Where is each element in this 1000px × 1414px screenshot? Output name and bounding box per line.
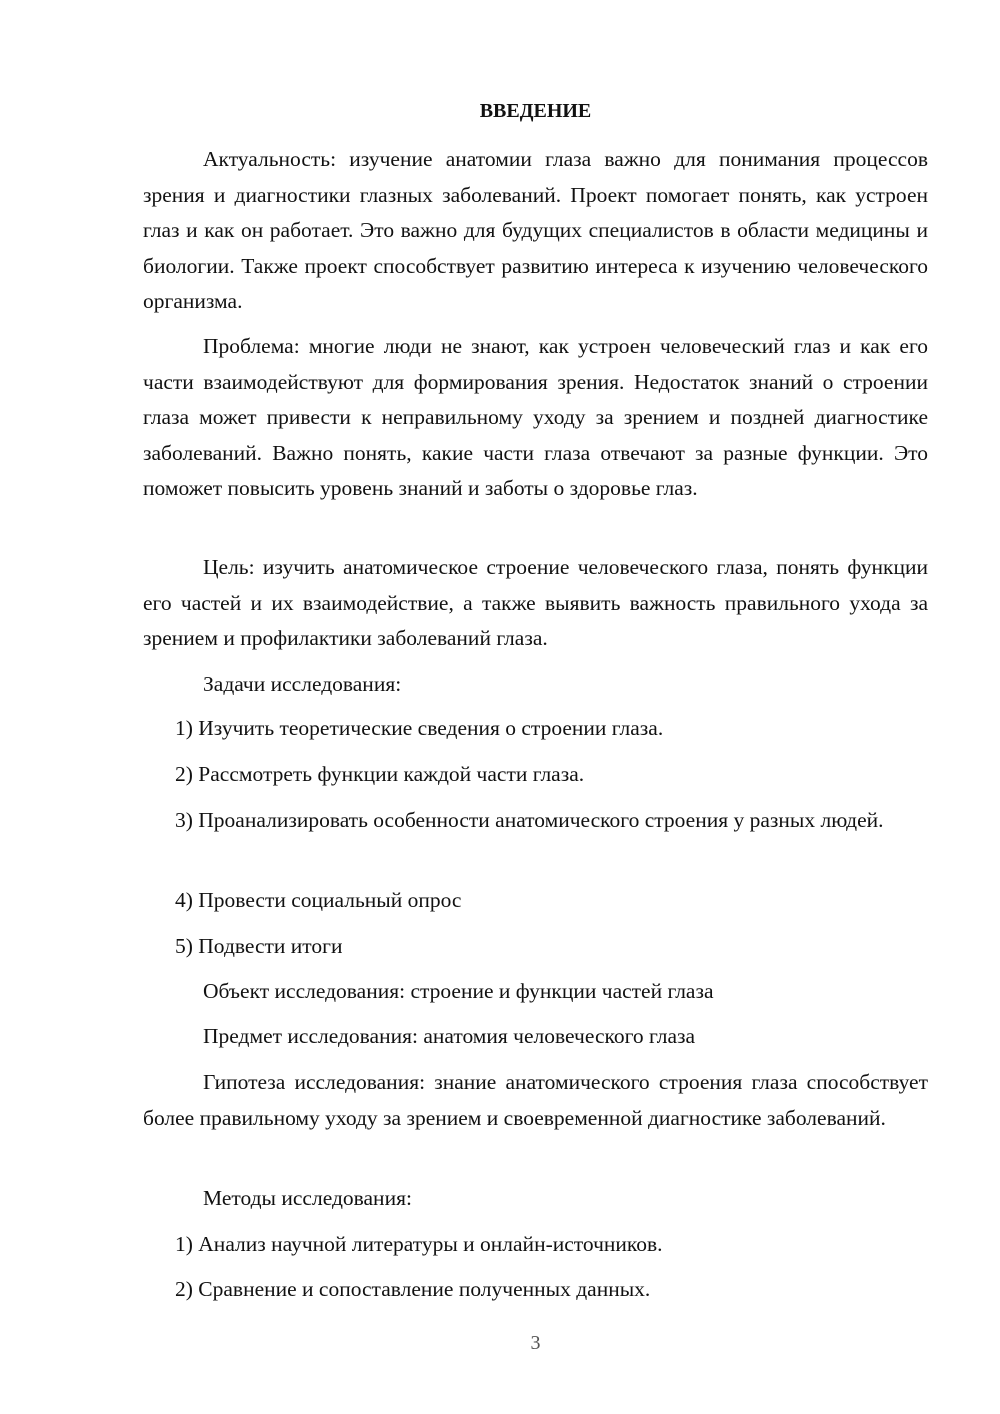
task-item: 1) Изучить теоретические сведения о строении глаза.	[175, 716, 664, 740]
document-page	[143, 0, 928, 1414]
paragraph-goal: Цель: изучить анатомическое строение человеческого глаза, понять функции его частей и их взаимодействие, а также выявить важность правильного ухода за зрением и профилактики заболеваний глаза.	[143, 555, 928, 650]
task-item: 2) Рассмотреть функции каждой части глаза.	[175, 762, 585, 786]
paragraph-hypothesis: Гипотеза исследования: знание анатомического строения глаза способствует более правильному уходу за зрением и своевременной диагностике заболеваний.	[143, 1070, 928, 1130]
methods-heading: Методы исследования:	[203, 1186, 412, 1210]
paragraph-subject: Предмет исследования: анатомия человеческого глаза	[203, 1024, 696, 1048]
method-item: 2) Сравнение и сопоставление полученных данных.	[175, 1277, 651, 1301]
task-item: 3) Проанализировать особенности анатомического строения у разных людей.	[175, 808, 884, 832]
method-item: 1) Анализ научной литературы и онлайн-источников.	[175, 1232, 663, 1256]
section-heading: ВВЕДЕНИЕ	[479, 100, 592, 122]
paragraph-problem: Проблема: многие люди не знают, как устроен человеческий глаз и как его части взаимодействуют для формирования зрения. Недостаток знаний о строении глаза может привести к неправильному уходу за зрением и поздней диагностике заболеваний. Важно понять, какие части глаза отвечают за разные функции. Это поможет повысить уровень знаний и заботы о здоровье глаз.	[143, 334, 928, 500]
task-item: 5) Подвести итоги	[175, 934, 343, 958]
paragraph-relevance: Актуальность: изучение анатомии глаза важно для понимания процессов зрения и диагностики глазных заболеваний. Проект помогает понять, как устроен глаз и как он работает. Это важно для будущих специалистов в области медицины и биологии. Также проект способствует развитию интереса к изучению человеческого организма.	[143, 147, 928, 313]
paragraph-object: Объект исследования: строение и функции частей глаза	[203, 979, 714, 1003]
tasks-heading: Задачи исследования:	[203, 672, 402, 696]
task-item: 4) Провести социальный опрос	[175, 888, 462, 912]
page-number: 3	[530, 1332, 541, 1354]
